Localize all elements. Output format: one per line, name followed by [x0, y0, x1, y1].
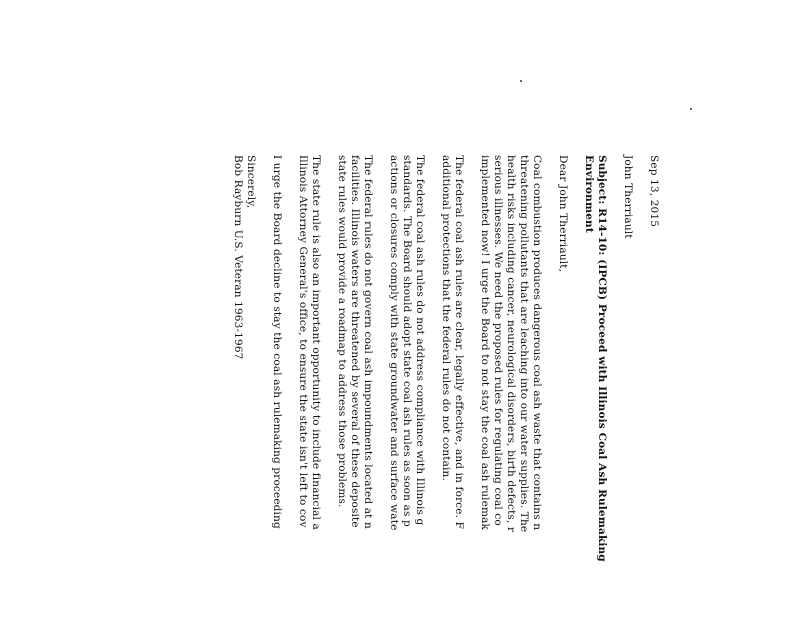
letter-recipient: John Therriault: [622, 155, 634, 239]
letter-date: Sep 13, 2015: [648, 155, 660, 228]
paragraph-line: implemented now! I urge the Board to not stay the coal ash rulemak: [479, 155, 491, 531]
paragraph-line: serious illnesses. We need the proposed rules for regulating coal co: [492, 155, 504, 526]
paragraph-line: Coal combustion produces dangerous coal ash waste that contains n: [531, 155, 543, 531]
letter-closing: Sincerely,: [245, 155, 257, 209]
paragraph-line: facilities. Illinois waters are threatened by several of these deposite: [349, 155, 361, 528]
letter-signature: Bob Rayburn U.S. Veteran 1963-1967: [232, 155, 244, 360]
paragraph-3: [387, 155, 426, 625]
letter-body: [231, 155, 660, 625]
paragraph-line: Illinois Attorney General's office, to ensure the state isn't left to cov: [297, 155, 309, 528]
paragraph-line: actions or closures comply with state groundwater and surface wate: [388, 155, 400, 531]
paragraph-4: [335, 155, 374, 625]
letter-subject-cont: Environment: [583, 155, 595, 233]
paragraph-5: [296, 155, 322, 625]
scan-speck: [690, 108, 692, 110]
paragraph-line: The state rule is also an important opportunity to include financial a: [310, 155, 322, 530]
letter-subject: Subject: R14-10: (IPCB) Proceed with Illinois Coal Ash Rulemaking: [596, 155, 608, 562]
paragraph-line: The federal rules do not govern coal ash impoundments located at n: [362, 155, 374, 529]
paragraph-line: I urge the Board decline to stay the coal ash rulemaking proceeding: [271, 155, 283, 529]
paragraph-1: [478, 155, 543, 625]
paragraph-line: health risks including cancer, neurological disorders, birth defects, r: [505, 155, 517, 533]
paragraph-6: [270, 155, 283, 625]
paragraph-line: threatening pollutants that are leaching into our water supplies. The: [518, 155, 530, 533]
paragraph-2: [439, 155, 465, 625]
scan-speck: [520, 80, 522, 82]
paragraph-line: standards. The Board should adopt state coal ash rules as soon as p: [401, 155, 413, 527]
paragraph-line: additional protections that the federal rules do not contain.: [440, 155, 452, 481]
paragraph-line: The federal coal ash rules do not address compliance with Illinois g: [414, 155, 426, 526]
paragraph-line: The federal coal ash rules are clear, legally effective, and in force. F: [453, 155, 465, 530]
letter-salutation: Dear John Therriault,: [557, 155, 569, 273]
paragraph-line: state rules would provide a roadmap to address those problems.: [336, 155, 348, 508]
